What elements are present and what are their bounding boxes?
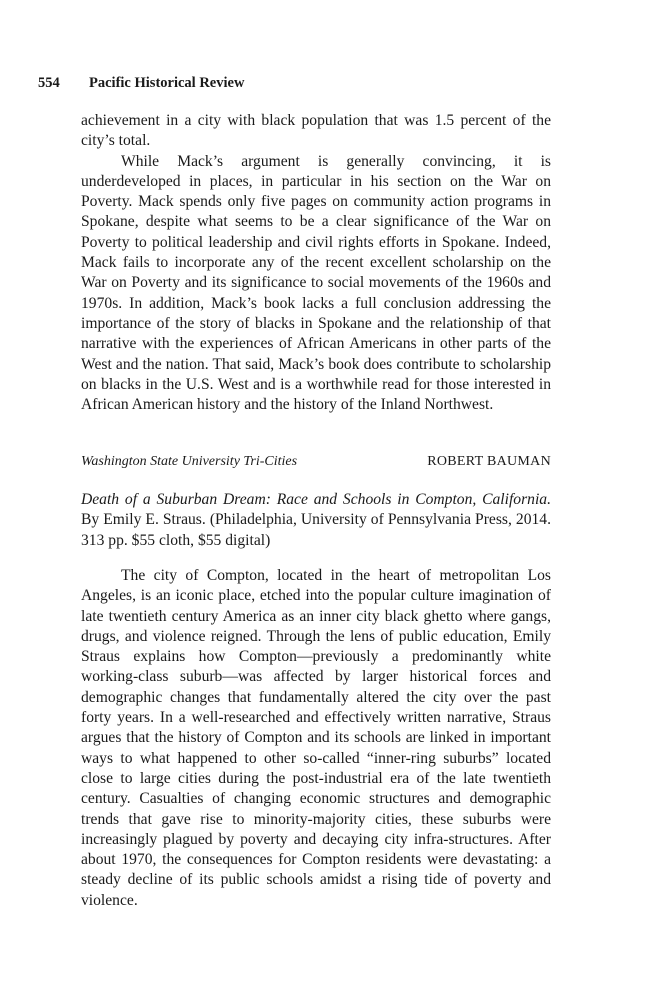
book-citation: [81, 490, 551, 551]
page-number: 554: [38, 75, 60, 91]
review-2-paragraph-1: The city of Compton, located in the heart of metropolitan Los Angeles, is an iconic place, etched into the popular culture imagination of late twentieth century America as an inner city black ghetto where gangs, drugs, and violence reigned. Through the lens of public education, Emily Straus explains how Compton—previously a predominantly white working-class suburb—was affected by larger historical forces and demographic changes that fundamentally altered the city over the past forty years. In a well-researched and effectively written narrative, Straus argues that the history of Compton and its schools are linked in important ways to what happened to other so-called “inner-ring suburbs” located close to large cities during the post-industrial era of the late twentieth century. Casualties of changing economic structures and demographic trends that gave rise to minority-majority cities, these suburbs were increasingly plagued by poverty and decaying city infra-structures. After about 1970, the consequences for Compton residents were devastating: a steady decline of its public schools amidst a rising tide of poverty and violence.: [81, 567, 551, 909]
running-head: [38, 74, 244, 92]
review-1-body: [81, 111, 551, 415]
book-title: Death of a Suburban Dream: Race and Schools in Compton, California.: [81, 491, 551, 508]
review-2-citation: [81, 490, 551, 551]
reviewer-name: ROBERT BAUMAN: [427, 454, 551, 469]
book-details: By Emily E. Straus. (Philadelphia, University of Pennsylvania Press, 2014. 313 pp. $55 cloth, $55 digital): [81, 511, 551, 549]
review-1-paragraph-2: While Mack’s argument is generally convincing, it is underdeveloped in places, in particular in his section on the War on Poverty. Mack spends only five pages on community action programs in Spokane, despite what seems to be a clear significance of the War on Poverty to political leadership and civil rights efforts in Spokane. Indeed, Mack fails to incorporate any of the recent excellent scholarship on the War on Poverty and its significance to social movements of the 1960s and 1970s. In addition, Mack’s book lacks a full conclusion addressing the importance of the story of blacks in Spokane and the relationship of that narrative with the experiences of African Americans in other parts of the West and the nation. That said, Mack’s book does contribute to scholarship on blacks in the U.S. West and is a worthwhile read for those interested in African American history and the history of the Inland Northwest.: [81, 152, 551, 414]
journal-title: Pacific Historical Review: [89, 75, 245, 91]
review-2-body: [81, 555, 551, 911]
reviewer-affiliation: Washington State University Tri-Cities: [81, 454, 298, 469]
review-1-paragraph-continued: achievement in a city with black population that was 1.5 percent of the city’s total.: [81, 112, 551, 150]
